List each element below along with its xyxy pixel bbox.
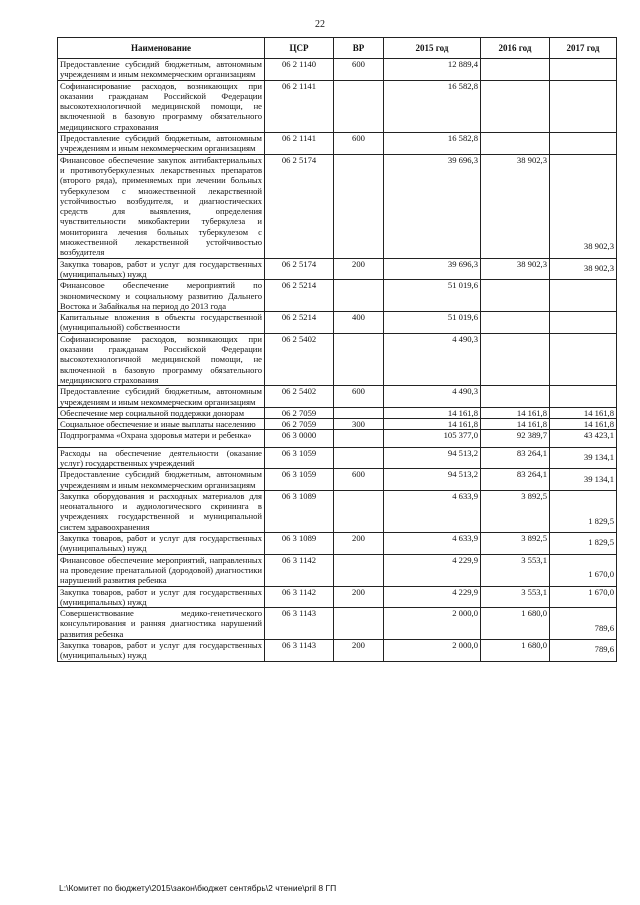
- table-row: [58, 608, 617, 640]
- row-csr: 06 3 1142: [265, 586, 334, 608]
- row-value-2017: 14 161,8: [550, 419, 617, 430]
- row-value-2016: [481, 80, 550, 132]
- row-value-2016: [481, 133, 550, 155]
- table-row: [58, 312, 617, 334]
- row-name: Закупка товаров, работ и услуг для государственных (муниципальных) нужд: [58, 533, 265, 555]
- row-value-2015: 16 582,8: [384, 80, 481, 132]
- row-value-2016: 38 902,3: [481, 258, 550, 280]
- row-vr: 200: [334, 640, 384, 662]
- row-value-2015: 14 161,8: [384, 407, 481, 418]
- table-header-row: [58, 38, 617, 59]
- header-vr: ВР: [334, 38, 384, 59]
- row-csr: 06 2 5214: [265, 312, 334, 334]
- row-value-2017: [550, 333, 617, 385]
- row-csr: 06 2 5214: [265, 280, 334, 312]
- table-row: [58, 80, 617, 132]
- row-value-2017: [550, 280, 617, 312]
- table-row: [58, 59, 617, 81]
- table-row: [58, 333, 617, 385]
- table-row: [58, 407, 617, 418]
- header-name: Наименование: [58, 38, 265, 59]
- row-value-2017: [550, 386, 617, 408]
- row-name: Закупка товаров, работ и услуг для государственных (муниципальных) нужд: [58, 640, 265, 662]
- row-value-2015: 4 633,9: [384, 490, 481, 532]
- row-name: Закупка товаров, работ и услуг для государственных (муниципальных) нужд: [58, 258, 265, 280]
- row-name: Социальное обеспечение и иные выплаты населению: [58, 419, 265, 430]
- table-row: [58, 154, 617, 258]
- row-value-2016: [481, 333, 550, 385]
- row-value-2015: 39 696,3: [384, 258, 481, 280]
- row-csr: 06 2 1141: [265, 80, 334, 132]
- row-csr: 06 2 1140: [265, 59, 334, 81]
- row-value-2017: 1 670,0: [550, 586, 617, 608]
- row-value-2017: 39 134,1: [550, 469, 617, 491]
- row-name: Предоставление субсидий бюджетным, автономным учреждениям и иным некоммерческим организациям: [58, 59, 265, 81]
- row-csr: 06 2 5402: [265, 386, 334, 408]
- file-path-footer: L:\Комитет по бюджету\2015\закон\бюджет сентябрь\2 чтение\pril 8 ГП: [59, 883, 337, 893]
- row-vr: [334, 80, 384, 132]
- row-csr: 06 3 1143: [265, 608, 334, 640]
- table-row: [58, 133, 617, 155]
- table-row: [58, 490, 617, 532]
- row-value-2015: 94 513,2: [384, 447, 481, 469]
- row-value-2017: 38 902,3: [550, 258, 617, 280]
- row-name: Финансовое обеспечение закупок антибактериальных и противотуберкулезных лекарственных препаратов (второго ряда), применяемых при лечении больных туберкулезом с множественной лекарственной устойчивостью возбудителя, и диагностических средств для выявления, определения чувствительности микобактерии туберкулеза и мониторинга лечения больных туберкулезом с множественной лекарственной устойчивостью возбудителя: [58, 154, 265, 258]
- row-value-2016: [481, 280, 550, 312]
- row-value-2017: [550, 80, 617, 132]
- row-csr: 06 3 1059: [265, 447, 334, 469]
- row-csr: 06 2 7059: [265, 419, 334, 430]
- row-name: Закупка оборудования и расходных материалов для неонатального и аудиологического скрининга в учреждениях государственной и муниципальной систем здравоохранения: [58, 490, 265, 532]
- row-value-2016: 83 264,1: [481, 469, 550, 491]
- row-name: Софинансирование расходов, возникающих при оказании гражданам Российской Федерации высокотехнологичной медицинской помощи, не включенной в базовую программу обязательного медицинского страхования: [58, 80, 265, 132]
- table-row: [58, 258, 617, 280]
- row-value-2015: 4 633,9: [384, 533, 481, 555]
- row-value-2016: 3 553,1: [481, 554, 550, 586]
- page-number: 22: [315, 19, 325, 30]
- row-value-2017: [550, 133, 617, 155]
- row-value-2015: 105 377,0: [384, 430, 481, 447]
- header-2017: 2017 год: [550, 38, 617, 59]
- row-name: Обеспечение мер социальной поддержки донорам: [58, 407, 265, 418]
- row-csr: 06 2 5174: [265, 258, 334, 280]
- row-value-2017: 789,6: [550, 608, 617, 640]
- header-2015: 2015 год: [384, 38, 481, 59]
- row-vr: [334, 490, 384, 532]
- row-vr: 400: [334, 312, 384, 334]
- row-csr: 06 2 5174: [265, 154, 334, 258]
- row-value-2016: [481, 59, 550, 81]
- row-value-2016: 83 264,1: [481, 447, 550, 469]
- row-csr: 06 2 5402: [265, 333, 334, 385]
- row-vr: [334, 154, 384, 258]
- row-name: Закупка товаров, работ и услуг для государственных (муниципальных) нужд: [58, 586, 265, 608]
- row-csr: 06 3 1142: [265, 554, 334, 586]
- row-name: Совершенствование медико-генетического консультирования и ранняя диагностика нарушений развития ребенка: [58, 608, 265, 640]
- row-value-2016: 3 892,5: [481, 490, 550, 532]
- row-value-2016: 3 892,5: [481, 533, 550, 555]
- row-csr: 06 3 1143: [265, 640, 334, 662]
- row-value-2017: [550, 312, 617, 334]
- row-value-2015: 2 000,0: [384, 608, 481, 640]
- row-value-2017: 789,6: [550, 640, 617, 662]
- row-value-2017: 1 829,5: [550, 533, 617, 555]
- row-csr: 06 3 0000: [265, 430, 334, 447]
- row-name: Софинансирование расходов, возникающих при оказании гражданам Российской Федерации высокотехнологичной медицинской помощи, не включенной в базовую программу обязательного медицинского страхования: [58, 333, 265, 385]
- row-value-2016: 14 161,8: [481, 407, 550, 418]
- row-csr: 06 3 1089: [265, 490, 334, 532]
- row-value-2015: 4 229,9: [384, 586, 481, 608]
- row-value-2017: [550, 59, 617, 81]
- row-value-2015: 14 161,8: [384, 419, 481, 430]
- row-value-2016: [481, 312, 550, 334]
- row-vr: [334, 430, 384, 447]
- row-vr: 300: [334, 419, 384, 430]
- row-value-2016: 1 680,0: [481, 640, 550, 662]
- row-value-2016: 38 902,3: [481, 154, 550, 258]
- row-value-2017: 1 829,5: [550, 490, 617, 532]
- row-vr: [334, 333, 384, 385]
- row-csr: 06 3 1089: [265, 533, 334, 555]
- row-vr: [334, 447, 384, 469]
- row-value-2015: 94 513,2: [384, 469, 481, 491]
- row-value-2017: 14 161,8: [550, 407, 617, 418]
- row-value-2017: 1 670,0: [550, 554, 617, 586]
- row-value-2015: 51 019,6: [384, 280, 481, 312]
- row-value-2017: 38 902,3: [550, 154, 617, 258]
- row-name: Предоставление субсидий бюджетным, автономным учреждениям и иным некоммерческим организациям: [58, 386, 265, 408]
- table-row: [58, 280, 617, 312]
- row-vr: 600: [334, 133, 384, 155]
- row-value-2015: 12 889,4: [384, 59, 481, 81]
- row-name: Расходы на обеспечение деятельности (оказание услуг) государственных учреждений: [58, 447, 265, 469]
- row-csr: 06 2 7059: [265, 407, 334, 418]
- row-value-2017: 39 134,1: [550, 447, 617, 469]
- row-value-2015: 2 000,0: [384, 640, 481, 662]
- header-2016: 2016 год: [481, 38, 550, 59]
- table-row: [58, 469, 617, 491]
- row-name: Предоставление субсидий бюджетным, автономным учреждениям и иным некоммерческим организациям: [58, 133, 265, 155]
- row-value-2016: [481, 386, 550, 408]
- row-name: Капитальные вложения в объекты государственной (муниципальной) собственности: [58, 312, 265, 334]
- table-row: [58, 386, 617, 408]
- table-row: [58, 554, 617, 586]
- row-csr: 06 2 1141: [265, 133, 334, 155]
- row-value-2015: 51 019,6: [384, 312, 481, 334]
- row-vr: 600: [334, 386, 384, 408]
- row-vr: [334, 280, 384, 312]
- row-vr: 200: [334, 533, 384, 555]
- row-vr: [334, 554, 384, 586]
- table-row: [58, 533, 617, 555]
- row-name: Подпрограмма «Охрана здоровья матери и ребенка»: [58, 430, 265, 447]
- row-vr: 600: [334, 59, 384, 81]
- row-value-2015: 16 582,8: [384, 133, 481, 155]
- row-vr: [334, 608, 384, 640]
- row-value-2015: 4 490,3: [384, 386, 481, 408]
- table-row: [58, 430, 617, 447]
- table-row: [58, 640, 617, 662]
- budget-table: [57, 37, 617, 662]
- table-row: [58, 447, 617, 469]
- row-name: Предоставление субсидий бюджетным, автономным учреждениям и иным некоммерческим организациям: [58, 469, 265, 491]
- row-vr: 600: [334, 469, 384, 491]
- row-value-2016: 1 680,0: [481, 608, 550, 640]
- row-name: Финансовое обеспечение мероприятий по экономическому и социальному развитию Дальнего Востока и Забайкалья на период до 2013 года: [58, 280, 265, 312]
- row-vr: [334, 407, 384, 418]
- row-value-2016: 92 389,7: [481, 430, 550, 447]
- row-value-2015: 39 696,3: [384, 154, 481, 258]
- row-value-2017: 43 423,1: [550, 430, 617, 447]
- row-vr: 200: [334, 258, 384, 280]
- header-csr: ЦСР: [265, 38, 334, 59]
- row-value-2016: 14 161,8: [481, 419, 550, 430]
- row-vr: 200: [334, 586, 384, 608]
- row-csr: 06 3 1059: [265, 469, 334, 491]
- row-value-2015: 4 490,3: [384, 333, 481, 385]
- table-row: [58, 419, 617, 430]
- row-value-2015: 4 229,9: [384, 554, 481, 586]
- row-name: Финансовое обеспечение мероприятий, направленных на проведение пренатальной (дородовой) диагностики нарушений развития ребенка: [58, 554, 265, 586]
- table-row: [58, 586, 617, 608]
- row-value-2016: 3 553,1: [481, 586, 550, 608]
